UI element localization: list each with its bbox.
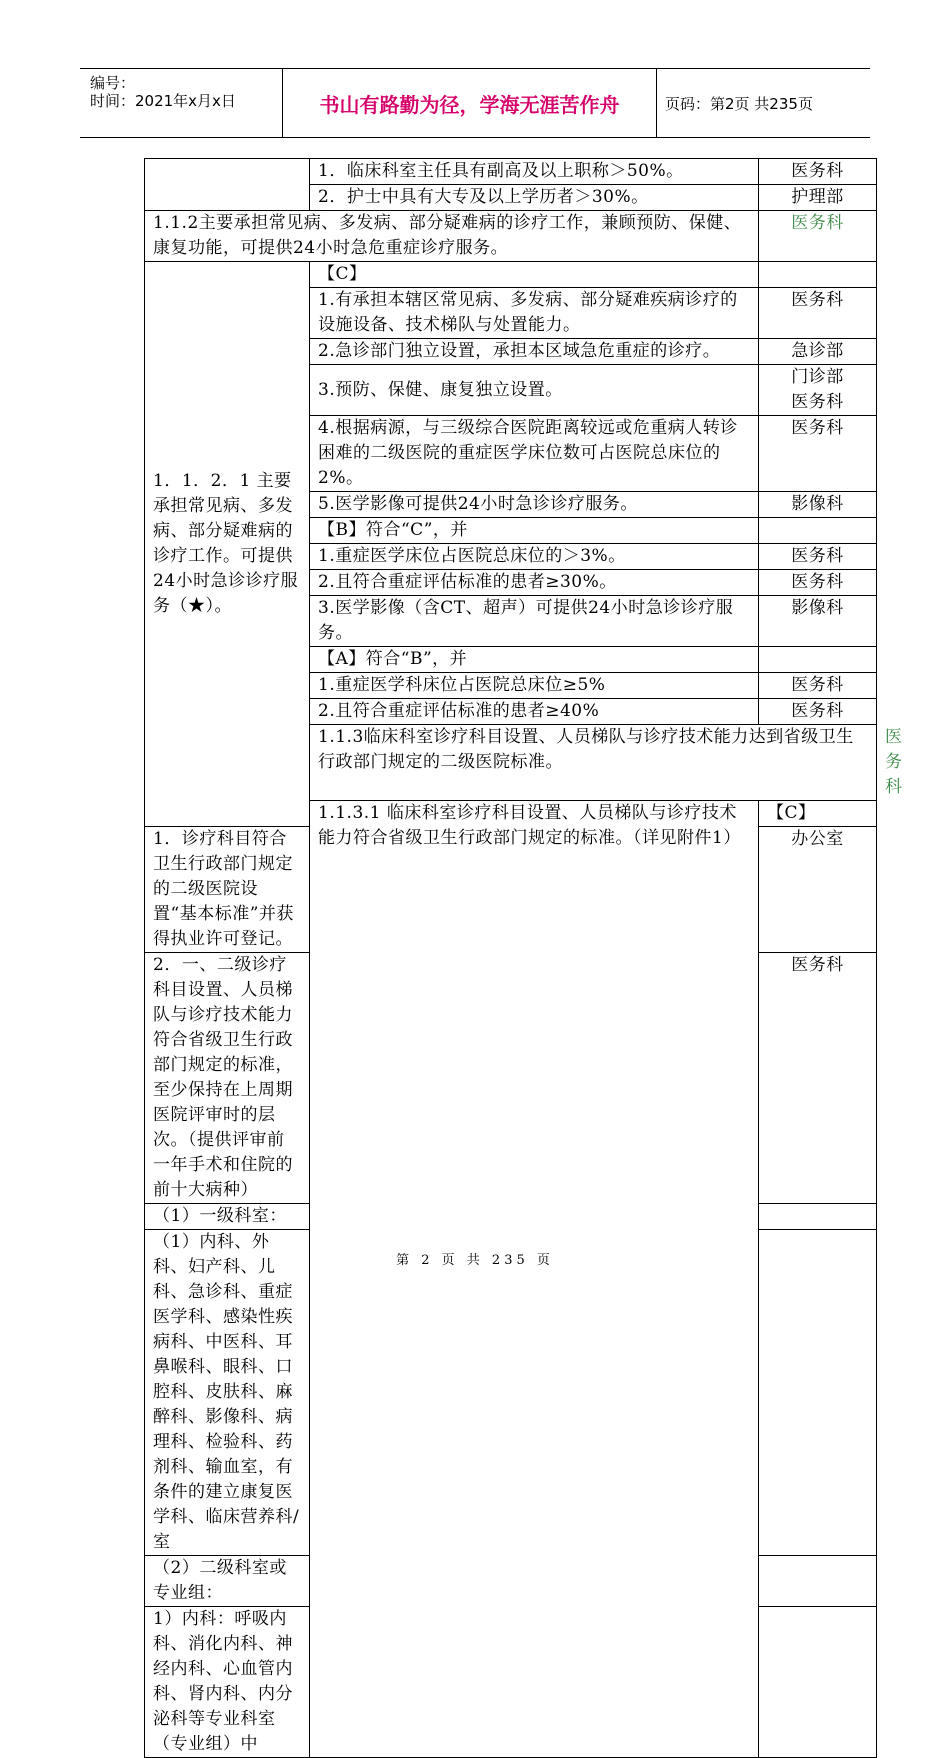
dept-cell (759, 647, 877, 673)
header-page-info: 页码：第2页 共235页 (665, 94, 813, 113)
dept-cell: 医务科 (759, 544, 877, 570)
dept-cell: 医务科 (759, 673, 877, 699)
dept-cell: 办公室 (759, 827, 877, 953)
dept-cell (759, 262, 877, 288)
criteria-cell: 1.重症医学科床位占医院总床位≥5% (310, 673, 759, 699)
dept-cell (759, 1204, 877, 1230)
section-heading: 1.1.2主要承担常见病、多发病、部分疑难病的诊疗工作，兼顾预防、保健、康复功能，可提供24小时急危重症诊疗服务。 (145, 211, 759, 262)
criteria-cell: 1．临床科室主任具有副高及以上职称＞50%。 (310, 159, 759, 185)
level-heading: 【C】 (759, 801, 877, 827)
dept-cell (759, 365, 877, 416)
criteria-cell: 2.且符合重症评估标准的患者≥40% (310, 699, 759, 725)
page-header (80, 68, 870, 138)
header-meta (80, 69, 283, 137)
criteria-cell: （1）一级科室： (145, 1204, 310, 1230)
table-row (145, 159, 877, 185)
header-motto: 书山有路勤为径，学海无涯苦作舟 (283, 69, 657, 137)
dept-cell (759, 1607, 877, 1758)
dept-cell: 医务科 (759, 953, 877, 1204)
date-label: 时间：2021年x月x日 (90, 92, 236, 110)
section-heading: 1.1.3临床科室诊疗科目设置、人员梯队与诊疗技术能力达到省级卫生行政部门规定的二级医院标准。 (310, 725, 877, 801)
criteria-cell: 1．诊疗科目符合卫生行政部门规定的二级医院设置“基本标准”并获得执业许可登记。 (145, 827, 310, 953)
dept-cell: 医务科 (759, 159, 877, 185)
criteria-cell: 2.且符合重症评估标准的患者≥30%。 (310, 570, 759, 596)
criteria-cell: 5.医学影像可提供24小时急诊诊疗服务。 (310, 492, 759, 518)
dept-cell: 医务科 (759, 699, 877, 725)
criteria-cell: 2．一、二级诊疗科目设置、人员梯队与诊疗技术能力符合省级卫生行政部门规定的标准，至少保持在上周期医院评审时的层次。（提供评审前一年手术和住院的前十大病种） (145, 953, 310, 1204)
page-footer: 第 2 页 共 235 页 (396, 1253, 554, 1268)
dept-cell: 急诊部 (759, 339, 877, 365)
dept-cell (759, 518, 877, 544)
criteria-cell: 4.根据病源，与三级综合医院距离较远或危重病人转诊困难的二级医院的重症医学床位数可占医院总床位的2%。 (310, 416, 759, 492)
criteria-cell: 1.重症医学床位占医院总床位的＞3%。 (310, 544, 759, 570)
dept-line: 门诊部 (791, 367, 844, 387)
number-label: 编号： (90, 74, 136, 92)
level-heading: 【C】 (310, 262, 759, 288)
dept-cell: 医务科 (759, 416, 877, 492)
criteria-cell: 1）内科：呼吸内科、消化内科、神经内科、心血管内科、肾内科、内分泌科等专业科室（专业组）中 (145, 1607, 310, 1758)
standards-table (144, 158, 903, 1758)
section-title-cell: 1.1.3.1 临床科室诊疗科目设置、人员梯队与诊疗技术能力符合省级卫生行政部门规定的标准。（详见附件1） (310, 801, 759, 1758)
criteria-cell: 1.有承担本辖区常见病、多发病、部分疑难疾病诊疗的设施设备、技术梯队与处置能力。 (310, 288, 759, 339)
criteria-cell: 2．护士中具有大专及以上学历者＞30%。 (310, 185, 759, 211)
level-heading: 【A】符合“B”，并 (310, 647, 759, 673)
criteria-cell: 3.预防、保健、康复独立设置。 (310, 365, 759, 416)
dept-cell: 影像科 (759, 596, 877, 647)
dept-line: 医务科 (791, 392, 844, 412)
dept-cell (759, 1556, 877, 1607)
criteria-cell: 2.急诊部门独立设置，承担本区域急危重症的诊疗。 (310, 339, 759, 365)
dept-cell: 影像科 (759, 492, 877, 518)
criteria-cell: （1）内科、外科、妇产科、儿科、急诊科、重症医学科、感染性疾病科、中医科、耳鼻喉科、眼科、口腔科、皮肤科、麻醉科、影像科、病理科、检验科、药剂科、输血室，有条件的建立康复医学科、临床营养科/室 (145, 1230, 310, 1556)
dept-cell: 护理部 (759, 185, 877, 211)
dept-cell: 医务科 (759, 288, 877, 339)
table-row (145, 262, 877, 288)
dept-cell: 医务科 (759, 570, 877, 596)
criteria-cell: 3.医学影像（含CT、超声）可提供24小时急诊诊疗服务。 (310, 596, 759, 647)
criteria-cell: （2）二级科室或专业组： (145, 1556, 310, 1607)
table-row: 1.1.3临床科室诊疗科目设置、人员梯队与诊疗技术能力达到省级卫生行政部门规定的二级医院标准。 医务科 (145, 725, 877, 801)
dept-cell (759, 1230, 877, 1556)
section-title-cell: 1．1．2．1 主要承担常见病、多发病、部分疑难病的诊疗工作。可提供24小时急诊诊疗服务（★）。 (145, 262, 310, 827)
level-heading: 【B】符合“C”，并 (310, 518, 759, 544)
dept-cell: 医务科 (759, 211, 877, 262)
empty-cell (145, 159, 310, 211)
table-row (145, 211, 877, 262)
